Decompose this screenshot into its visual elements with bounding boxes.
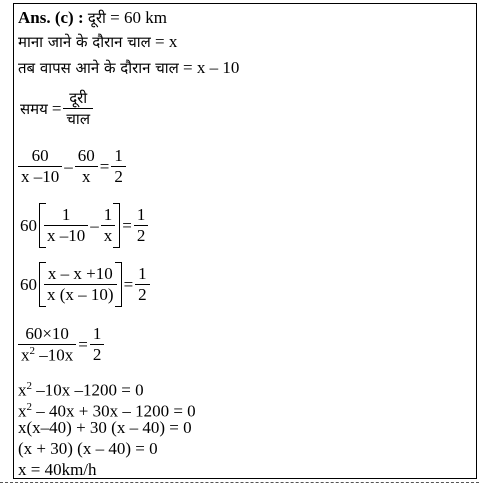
answer-label: Ans. (c) : <box>18 8 84 27</box>
eq6-rn: 1 <box>136 205 146 224</box>
factor-line: (x + 30) (x – 40) = 0 <box>18 439 158 458</box>
assumption-line <box>18 32 177 52</box>
answer-heading <box>18 8 167 28</box>
eq8-den-exp: 2 <box>29 345 35 357</box>
eq7-coef: 60 <box>20 274 37 294</box>
time-num: दूरी <box>69 89 88 107</box>
equation-7: 60 $\frac{x - x +10}{x (x - 10)}$ = $\frac{1}{2}$ <box>18 262 150 307</box>
eq5-rn: 1 <box>114 146 123 165</box>
eq5-n2: 60 <box>77 146 95 165</box>
distance-word: दूरी <box>87 9 106 27</box>
equation-5: $\frac{60}{x -10}$ – $\frac{60}{x}$ = $\frac{1}{2}$ <box>18 146 126 187</box>
eq7-rn: 1 <box>138 264 147 283</box>
eq8-rn: 1 <box>92 324 102 344</box>
equation-8: $\frac{60\times 10}{x^2 -10x}$ = $\frac{1}{2}$ <box>18 324 104 366</box>
return-text: तब वापस आने के दौरान चाल <box>18 59 179 77</box>
eq6-coef: 60 <box>20 215 37 235</box>
eq5-d1: x –10 <box>18 166 62 187</box>
eq8-rd: 2 <box>90 344 105 365</box>
eq7-bracket <box>39 262 122 307</box>
eq8-num: 60×10 <box>25 324 69 343</box>
q-exp: 2 <box>26 380 32 392</box>
q-a: x <box>18 380 27 400</box>
distance-value: = 60 km <box>105 8 167 27</box>
time-fraction <box>63 88 93 129</box>
eq7-den: x (x – 10) <box>44 284 117 305</box>
equation-6: 60 $\frac{1}{x -10}$ – $\frac{1}{x}$ = $\frac{1}{2}$ <box>18 203 148 248</box>
factor-group-line: x(x–40) + 30 (x – 40) = 0 <box>18 418 192 437</box>
time-formula: समय = $\frac{\text{दूरी}}{\text{चाल}}$ <box>18 88 93 129</box>
assumption-text: माना जाने के दौरान चाल <box>18 33 151 51</box>
eq6-n1: 1 <box>61 205 71 224</box>
return-speed-line <box>18 58 239 78</box>
result-line: x = 40km/h <box>18 460 97 479</box>
eq6-rd: 2 <box>134 225 149 246</box>
eq8-den-b: –10x <box>35 345 74 365</box>
eq6-d2: x <box>101 225 116 246</box>
s-b: – 40x + 30x – 1200 = 0 <box>32 401 196 421</box>
assumption-eq: = x <box>150 32 178 51</box>
q-b: –10x –1200 = 0 <box>32 380 144 400</box>
eq6-n2: 1 <box>103 205 113 224</box>
divider <box>0 482 479 483</box>
s-exp: 2 <box>26 401 32 413</box>
return-eq: = x – 10 <box>178 58 240 77</box>
eq7-num: x – x +10 <box>47 264 113 283</box>
eq6-d1: x –10 <box>44 225 88 246</box>
eq5-n1: 60 <box>31 146 49 165</box>
eq5-rd: 2 <box>111 166 126 187</box>
s-a: x <box>18 401 27 421</box>
eq6-bracket: $\frac{1}{x -10}$ – $\frac{1}{x}$ <box>39 203 120 248</box>
time-word: समय <box>20 99 48 118</box>
eq5-d2: x <box>75 166 98 187</box>
eq8-den-a: x <box>21 345 30 365</box>
eq7-rd: 2 <box>135 284 150 305</box>
time-den: चाल <box>63 108 93 129</box>
